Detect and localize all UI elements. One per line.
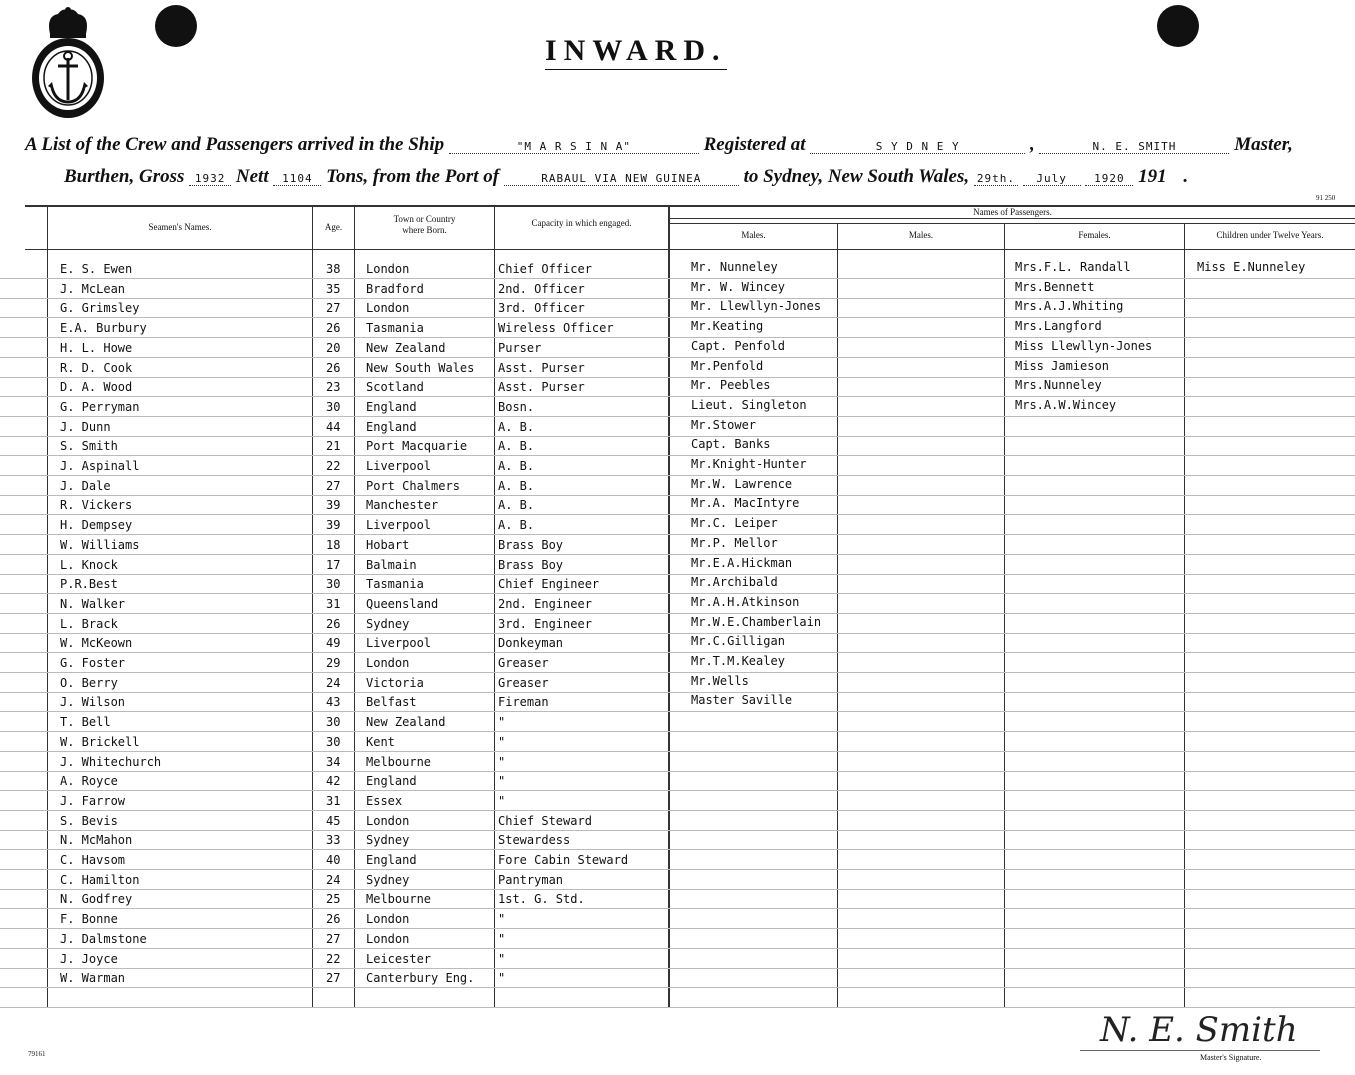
crew-birthplace: Leicester [366,952,432,966]
ruled-line [0,731,1355,732]
crew-birthplace: Belfast [366,695,417,709]
crew-capacity: Greaser [498,656,549,670]
crew-birthplace: New Zealand [366,715,446,729]
crew-name: A. Royce [60,774,118,788]
male-passenger-name: Mr.Keating [691,319,764,333]
crew-name: N. Godfrey [60,892,133,906]
crew-birthplace: London [366,814,410,828]
crew-capacity: 2nd. Officer [498,282,585,296]
male-passenger-name: Mr. Peebles [691,378,771,392]
crew-name: J. Wilson [60,695,126,709]
ruled-line [0,396,1355,397]
ruled-line [0,475,1355,476]
crew-birthplace: Sydney [366,617,410,631]
crew-capacity: " [498,932,506,946]
crew-birthplace: Melbourne [366,892,432,906]
male-passenger-name: Mr.Knight-Hunter [691,457,807,471]
nett-tonnage-field: 1104 [273,172,321,186]
crew-name: R. D. Cook [60,361,133,375]
ruled-line [0,652,1355,653]
ruled-line [0,711,1355,712]
crew-name: S. Smith [60,439,118,453]
crew-capacity: 3rd. Engineer [498,617,592,631]
ship-name-field: "M A R S I N A" [449,140,699,154]
crew-name: E.A. Burbury [60,321,147,335]
male-passenger-name: Mr.E.A.Hickman [691,556,793,570]
crew-birthplace: London [366,932,410,946]
col-born-heading-2: where Born. [402,225,447,235]
crew-age: 31 [326,794,341,808]
male-passenger-name: Capt. Penfold [691,339,785,353]
crew-age: 26 [326,361,341,375]
male-passenger-name: Mr.Archibald [691,575,778,589]
crew-birthplace: London [366,262,410,276]
col-capacity-heading: Capacity in which engaged. [531,218,632,228]
col-age-heading: Age. [324,222,343,232]
female-passenger-name: Mrs.Bennett [1015,280,1095,294]
crew-birthplace: Melbourne [366,755,432,769]
crew-age: 31 [326,597,341,611]
ruled-line [0,613,1355,614]
crew-capacity: Brass Boy [498,558,564,572]
crew-name: W. McKeown [60,636,133,650]
crew-age: 17 [326,558,341,572]
crew-age: 18 [326,538,341,552]
crew-birthplace: London [366,656,410,670]
crew-name: J. Joyce [60,952,118,966]
crew-age: 21 [326,439,341,453]
registered-port-field: S Y D N E Y [810,140,1025,154]
header-bottom-rule [25,249,1355,250]
crew-birthplace: Hobart [366,538,410,552]
female-passenger-name: Mrs.Langford [1015,319,1102,333]
crew-capacity: Bosn. [498,400,535,414]
nett-label: Nett [235,166,269,187]
crew-age: 49 [326,636,341,650]
crew-name: D. A. Wood [60,380,133,394]
crew-age: 30 [326,577,341,591]
male-passenger-name: Mr.A. MacIntyre [691,496,800,510]
ruled-line [0,416,1355,417]
crew-name: G. Perryman [60,400,140,414]
ruled-line [0,455,1355,456]
ruled-line [0,554,1355,555]
crew-capacity: Chief Steward [498,814,592,828]
crew-birthplace: Balmain [366,558,417,572]
ruled-line [0,1007,1355,1008]
crew-age: 30 [326,715,341,729]
punch-hole-left [155,5,197,47]
crew-capacity: Fireman [498,695,549,709]
crew-birthplace: Manchester [366,498,439,512]
crew-name: J. Whitechurch [60,755,162,769]
crew-age: 39 [326,518,341,532]
year-printed: 191 [1138,166,1167,187]
crew-age: 39 [326,498,341,512]
ruled-line [0,849,1355,850]
ruled-line [0,928,1355,929]
signature-label: Master's Signature. [1200,1053,1262,1062]
punch-hole-right [1157,5,1199,47]
crew-age: 22 [326,459,341,473]
male-passenger-name: Mr.A.H.Atkinson [691,595,800,609]
ruled-line [0,790,1355,791]
crew-age: 44 [326,420,341,434]
crew-capacity: " [498,774,506,788]
crew-birthplace: Port Chalmers [366,479,460,493]
crew-birthplace: Essex [366,794,403,808]
female-passenger-name: Mrs.Nunneley [1015,378,1102,392]
col-divider-1 [312,207,313,1007]
male-passenger-name: Mr.C. Leiper [691,516,778,530]
form-number: 79161 [28,1050,46,1058]
male-passenger-name: Mr. W. Wincey [691,280,785,294]
ruled-line [0,495,1355,496]
crew-age: 22 [326,952,341,966]
female-passenger-name: Mrs.A.J.Whiting [1015,299,1124,313]
ruled-line [0,298,1355,299]
ruled-line [0,968,1355,969]
male-passenger-name: Lieut. Singleton [691,398,807,412]
ruled-line [0,948,1355,949]
ruled-line [0,593,1355,594]
crew-birthplace: Liverpool [366,636,432,650]
crew-name: T. Bell [60,715,111,729]
header-line-2 [64,166,1188,188]
crew-capacity: A. B. [498,498,535,512]
crew-birthplace: England [366,853,417,867]
crew-age: 26 [326,617,341,631]
crew-capacity: " [498,794,506,808]
crew-birthplace: Sydney [366,873,410,887]
crew-capacity: Fore Cabin Steward [498,853,629,867]
ruled-line [0,357,1355,358]
crew-age: 25 [326,892,341,906]
crew-capacity: Pantryman [498,873,564,887]
ruled-line [0,514,1355,515]
crew-birthplace: Tasmania [366,321,424,335]
child-passenger-name: Miss E.Nunneley [1197,260,1306,274]
crew-capacity: Donkeyman [498,636,564,650]
crew-name: J. McLean [60,282,126,296]
day-field: 29th. [974,172,1018,186]
crew-name: W. Brickell [60,735,140,749]
col-divider-4 [668,207,670,1007]
crew-name: H. L. Howe [60,341,133,355]
tons-label: Tons, from the Port of [326,166,500,187]
crew-age: 29 [326,656,341,670]
crew-capacity: Brass Boy [498,538,564,552]
crew-name: F. Bonne [60,912,118,926]
crew-name: G. Foster [60,656,126,670]
crew-capacity: A. B. [498,459,535,473]
crew-age: 30 [326,735,341,749]
crew-capacity: 2nd. Engineer [498,597,592,611]
crew-age: 26 [326,912,341,926]
crew-age: 35 [326,282,341,296]
crew-age: 27 [326,971,341,985]
col-children-heading: Children under Twelve Years. [1216,230,1324,240]
col-divider-0 [47,207,48,1007]
crew-birthplace: Victoria [366,676,424,690]
crew-age: 34 [326,755,341,769]
female-passenger-name: Miss Llewllyn-Jones [1015,339,1153,353]
crew-age: 26 [326,321,341,335]
crew-capacity: 1st. G. Std. [498,892,585,906]
col-females-heading: Females. [1078,230,1111,240]
female-passenger-name: Mrs.A.W.Wincey [1015,398,1117,412]
burthen-label: Burthen, Gross [64,166,185,187]
col-born-heading-1: Town or Country [393,214,456,224]
crew-capacity: " [498,735,506,749]
crew-capacity: " [498,715,506,729]
ruled-line [0,908,1355,909]
crew-birthplace: New Zealand [366,341,446,355]
male-passenger-name: Mr.W. Lawrence [691,477,793,491]
crew-name: J. Dale [60,479,111,493]
crew-capacity: Asst. Purser [498,380,585,394]
crew-capacity: Purser [498,341,542,355]
crew-name: O. Berry [60,676,118,690]
crew-age: 45 [326,814,341,828]
crew-age: 23 [326,380,341,394]
to-sydney-label: to Sydney, New South Wales, [743,166,970,187]
crest-seal-icon [28,6,108,118]
col-males2-heading: Males. [908,230,934,240]
male-passenger-name: Mr.Wells [691,674,749,688]
crew-birthplace: Canterbury Eng. [366,971,475,985]
crew-age: 20 [326,341,341,355]
ruled-line [0,672,1355,673]
male-passenger-name: Master Saville [691,693,793,707]
col-divider-3 [494,207,495,1007]
crew-name: J. Farrow [60,794,126,808]
crew-capacity: Chief Engineer [498,577,600,591]
list-caption: A List of the Crew and Passengers arrived in the Ship [25,134,445,155]
ruled-line [0,987,1355,988]
crew-name: R. Vickers [60,498,133,512]
crew-name: H. Dempsey [60,518,133,532]
crew-name: L. Knock [60,558,118,572]
header-line-1 [25,134,1293,156]
form-code: 91 250 [1316,194,1336,202]
crew-capacity: Asst. Purser [498,361,585,375]
crew-age: 33 [326,833,341,847]
crew-age: 43 [326,695,341,709]
master-signature: N. E. Smith [1100,1010,1298,1050]
crew-name: J. Dalmstone [60,932,147,946]
male-passenger-name: Mr. Nunneley [691,260,778,274]
crew-capacity: " [498,912,506,926]
male-passenger-name: Mr.Stower [691,418,757,432]
crew-birthplace: Bradford [366,282,424,296]
ruled-line [0,436,1355,437]
ruled-line [0,317,1355,318]
crew-name: G. Grimsley [60,301,140,315]
male-passenger-name: Mr.T.M.Kealey [691,654,785,668]
crew-birthplace: London [366,301,410,315]
crew-capacity: A. B. [498,518,535,532]
crew-birthplace: Sydney [366,833,410,847]
crew-capacity: " [498,971,506,985]
crew-age: 38 [326,262,341,276]
crew-birthplace: London [366,912,410,926]
crew-birthplace: England [366,774,417,788]
male-passenger-name: Mr.W.E.Chamberlain [691,615,822,629]
male-passenger-name: Mr.P. Mellor [691,536,778,550]
year-field: 1920 [1085,172,1133,186]
crew-birthplace: New South Wales [366,361,475,375]
crew-age: 27 [326,932,341,946]
crew-name: C. Hamilton [60,873,140,887]
ruled-line [0,574,1355,575]
passenger-top-rule [668,218,1355,219]
crew-birthplace: Tasmania [366,577,424,591]
crew-capacity: 3rd. Officer [498,301,585,315]
crew-name: N. McMahon [60,833,133,847]
ruled-line [0,337,1355,338]
crew-name: P.R.Best [60,577,118,591]
female-passenger-name: Miss Jamieson [1015,359,1109,373]
ruled-line [0,830,1355,831]
crew-capacity: Greaser [498,676,549,690]
month-field: July [1023,172,1081,186]
crew-name: W. Warman [60,971,126,985]
ruled-line [0,377,1355,378]
master-label: Master, [1234,134,1293,155]
col-males1-heading: Males. [741,230,766,240]
crew-birthplace: Queensland [366,597,439,611]
registered-label: Registered at [703,134,806,155]
crew-name: L. Brack [60,617,118,631]
gross-tonnage-field: 1932 [189,172,231,186]
ruled-line [0,534,1355,535]
ruled-line [0,771,1355,772]
comma: , [1029,134,1035,155]
ruled-line [0,692,1355,693]
col-names-heading: Seamen's Names. [148,222,212,232]
form-title: INWARD. [545,34,727,67]
ruled-line [0,278,1355,279]
crew-age: 42 [326,774,341,788]
male-passenger-name: Mr.C.Gilligan [691,634,785,648]
crew-age: 30 [326,400,341,414]
male-passenger-name: Capt. Banks [691,437,771,451]
crew-capacity: A. B. [498,439,535,453]
crew-age: 27 [326,479,341,493]
crew-capacity: " [498,755,506,769]
crew-name: J. Dunn [60,420,111,434]
crew-capacity: Stewardess [498,833,571,847]
crew-name: E. S. Ewen [60,262,133,276]
crew-name: W. Williams [60,538,140,552]
ruled-line [0,889,1355,890]
crew-age: 40 [326,853,341,867]
ruled-line [0,751,1355,752]
col-divider-2 [354,207,355,1007]
crew-birthplace: Port Macquarie [366,439,468,453]
crew-age: 27 [326,301,341,315]
crew-age: 24 [326,873,341,887]
male-passenger-name: Mr. Llewllyn-Jones [691,299,822,313]
crew-birthplace: England [366,400,417,414]
ruled-line [0,869,1355,870]
crew-capacity: " [498,952,506,966]
male-passenger-name: Mr.Penfold [691,359,764,373]
crew-birthplace: Liverpool [366,459,432,473]
ruled-line [0,810,1355,811]
crew-capacity: Chief Officer [498,262,592,276]
crew-birthplace: Kent [366,735,395,749]
crew-birthplace: Scotland [366,380,424,394]
crew-birthplace: Liverpool [366,518,432,532]
crew-name: J. Aspinall [60,459,140,473]
port-from-field: RABAUL VIA NEW GUINEA [504,172,739,186]
crew-age: 24 [326,676,341,690]
signature-line [1080,1050,1320,1051]
crew-name: S. Bevis [60,814,118,828]
crew-name: C. Havsom [60,853,126,867]
crew-capacity: A. B. [498,479,535,493]
passenger-subheader-rule [668,223,1355,224]
female-passenger-name: Mrs.F.L. Randall [1015,260,1131,274]
year-dot: . [1183,166,1189,187]
crew-name: N. Walker [60,597,126,611]
ruled-line [0,633,1355,634]
col-passengers-heading: Names of Passengers. [973,207,1052,217]
crew-capacity: Wireless Officer [498,321,614,335]
master-name-field: N. E. SMITH [1039,140,1229,154]
crew-birthplace: England [366,420,417,434]
crew-capacity: A. B. [498,420,535,434]
